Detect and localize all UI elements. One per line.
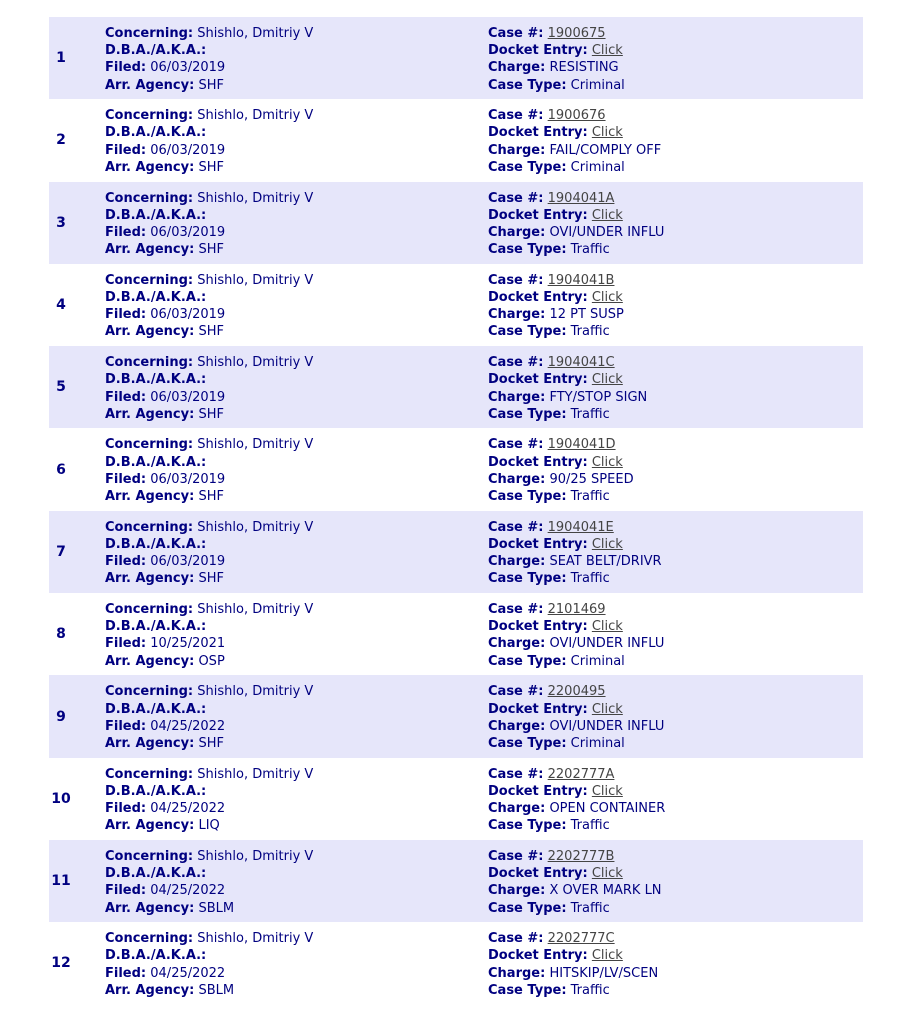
concerning-value: Shishlo, Dmitriy V [197, 602, 314, 618]
record-number: 9 [56, 708, 66, 725]
concerning-value: Shishlo, Dmitriy V [197, 190, 314, 206]
case-record-row [49, 17, 863, 99]
charge-value: RESISTING [549, 60, 619, 76]
concerning-value: Shishlo, Dmitriy V [197, 684, 314, 700]
case-number-label: Case #: [488, 108, 544, 124]
record-number: 4 [56, 297, 66, 314]
case-number-label: Case #: [488, 272, 544, 288]
charge-value: FAIL/COMPLY OFF [549, 142, 662, 158]
docket-entry-label: Docket Entry: [488, 207, 588, 223]
case-number-link[interactable]: 2200495 [547, 684, 606, 700]
case-number-label: Case #: [488, 602, 544, 618]
agency-label: Arr. Agency: [105, 489, 195, 505]
case-type-label: Case Type: [488, 324, 567, 340]
docket-entry-link[interactable]: Click [591, 290, 623, 306]
case-details [488, 683, 664, 752]
filed-date: 04/25/2022 [150, 883, 226, 899]
case-details [488, 848, 662, 917]
agency-label: Arr. Agency: [105, 242, 195, 258]
filed-label: Filed: [105, 60, 147, 76]
case-results-list [49, 17, 863, 1005]
filed-date: 06/03/2019 [150, 307, 226, 323]
case-type-value: Traffic [570, 900, 610, 916]
case-record-row [49, 428, 863, 510]
agency-label: Arr. Agency: [105, 159, 195, 175]
agency-label: Arr. Agency: [105, 818, 195, 834]
docket-entry-label: Docket Entry: [488, 125, 588, 141]
concerning-label: Concerning: [105, 602, 194, 618]
agency-value: SHF [198, 324, 224, 340]
case-type-value: Traffic [570, 242, 610, 258]
concerning-value: Shishlo, Dmitriy V [197, 108, 314, 124]
case-type-value: Criminal [570, 77, 625, 93]
charge-value: FTY/STOP SIGN [549, 389, 648, 405]
docket-entry-link[interactable]: Click [591, 454, 623, 470]
charge-value: OPEN CONTAINER [549, 801, 666, 817]
filed-date: 06/03/2019 [150, 60, 226, 76]
party-details [105, 25, 313, 94]
concerning-label: Concerning: [105, 272, 194, 288]
case-type-value: Criminal [570, 653, 625, 669]
case-record-row [49, 593, 863, 675]
concerning-value: Shishlo, Dmitriy V [197, 519, 314, 535]
case-number-label: Case #: [488, 190, 544, 206]
filed-label: Filed: [105, 636, 147, 652]
record-number: 3 [56, 214, 66, 231]
concerning-label: Concerning: [105, 766, 194, 782]
concerning-value: Shishlo, Dmitriy V [197, 272, 314, 288]
case-type-label: Case Type: [488, 77, 567, 93]
dba-label: D.B.A./A.K.A.: [105, 948, 207, 964]
case-number-label: Case #: [488, 437, 544, 453]
case-record-row [49, 264, 863, 346]
party-details [105, 272, 313, 341]
agency-label: Arr. Agency: [105, 735, 195, 751]
dba-label: D.B.A./A.K.A.: [105, 125, 207, 141]
concerning-value: Shishlo, Dmitriy V [197, 26, 314, 41]
docket-entry-label: Docket Entry: [488, 948, 588, 964]
charge-value: HITSKIP/LV/SCEN [549, 965, 659, 981]
concerning-value: Shishlo, Dmitriy V [197, 766, 314, 782]
record-number: 5 [56, 379, 66, 396]
docket-entry-label: Docket Entry: [488, 454, 588, 470]
dba-label: D.B.A./A.K.A.: [105, 619, 207, 635]
agency-label: Arr. Agency: [105, 982, 195, 998]
charge-label: Charge: [488, 307, 546, 323]
agency-value: SHF [198, 242, 224, 258]
case-type-value: Traffic [570, 489, 610, 505]
case-details [488, 766, 665, 835]
case-number-label: Case #: [488, 355, 544, 371]
case-number-link[interactable]: 2101469 [547, 602, 606, 618]
concerning-value: Shishlo, Dmitriy V [197, 437, 314, 453]
filed-label: Filed: [105, 224, 147, 240]
dba-label: D.B.A./A.K.A.: [105, 536, 207, 552]
concerning-value: Shishlo, Dmitriy V [197, 355, 314, 371]
record-number: 6 [56, 461, 66, 478]
case-type-value: Traffic [570, 324, 610, 340]
charge-label: Charge: [488, 142, 546, 158]
docket-entry-link[interactable]: Click [591, 619, 623, 635]
party-details [105, 107, 313, 176]
record-number: 7 [56, 543, 66, 560]
case-number-link[interactable]: 1904041A [547, 190, 615, 206]
case-type-label: Case Type: [488, 818, 567, 834]
agency-value: SHF [198, 571, 224, 587]
charge-label: Charge: [488, 60, 546, 76]
dba-label: D.B.A./A.K.A.: [105, 207, 207, 223]
case-number-link[interactable]: 1904041C [547, 355, 615, 371]
agency-value: LIQ [198, 818, 220, 834]
case-details [488, 354, 647, 423]
agency-label: Arr. Agency: [105, 900, 195, 916]
filed-label: Filed: [105, 554, 147, 570]
docket-entry-label: Docket Entry: [488, 866, 588, 882]
charge-label: Charge: [488, 636, 546, 652]
case-number-link[interactable]: 1900675 [547, 26, 606, 41]
case-details [488, 190, 664, 259]
docket-entry-label: Docket Entry: [488, 290, 588, 306]
docket-entry-label: Docket Entry: [488, 536, 588, 552]
charge-value: X OVER MARK LN [549, 883, 662, 899]
charge-value: OVI/UNDER INFLU [549, 636, 665, 652]
charge-value: SEAT BELT/DRIVR [549, 554, 662, 570]
case-details [488, 25, 625, 94]
filed-label: Filed: [105, 718, 147, 734]
agency-value: SBLM [198, 900, 235, 916]
filed-date: 04/25/2022 [150, 965, 226, 981]
case-record-row [49, 840, 863, 922]
case-type-value: Traffic [570, 982, 610, 998]
docket-entry-link[interactable]: Click [591, 866, 623, 882]
docket-entry-link[interactable]: Click [591, 43, 623, 59]
charge-label: Charge: [488, 471, 546, 487]
case-number-label: Case #: [488, 684, 544, 700]
case-type-label: Case Type: [488, 900, 567, 916]
case-number-link[interactable]: 1904041D [547, 437, 616, 453]
party-details [105, 519, 313, 588]
charge-value: OVI/UNDER INFLU [549, 224, 665, 240]
filed-date: 10/25/2021 [150, 636, 226, 652]
filed-date: 06/03/2019 [150, 389, 226, 405]
record-number: 11 [51, 873, 71, 890]
agency-label: Arr. Agency: [105, 77, 195, 93]
case-type-label: Case Type: [488, 159, 567, 175]
docket-entry-label: Docket Entry: [488, 43, 588, 59]
concerning-label: Concerning: [105, 931, 194, 947]
case-record-row [49, 99, 863, 181]
dba-label: D.B.A./A.K.A.: [105, 372, 207, 388]
case-details [488, 601, 664, 670]
agency-value: SHF [198, 406, 224, 422]
charge-label: Charge: [488, 965, 546, 981]
filed-label: Filed: [105, 307, 147, 323]
agency-value: SHF [198, 77, 224, 93]
party-details [105, 848, 313, 917]
filed-date: 06/03/2019 [150, 142, 226, 158]
concerning-label: Concerning: [105, 437, 194, 453]
agency-label: Arr. Agency: [105, 653, 195, 669]
case-record-row [49, 675, 863, 757]
case-type-label: Case Type: [488, 571, 567, 587]
filed-label: Filed: [105, 883, 147, 899]
agency-label: Arr. Agency: [105, 571, 195, 587]
record-number: 2 [56, 132, 66, 149]
party-details [105, 190, 313, 259]
docket-entry-link[interactable]: Click [591, 948, 623, 964]
case-record-row [49, 346, 863, 428]
case-type-label: Case Type: [488, 735, 567, 751]
case-type-value: Traffic [570, 571, 610, 587]
concerning-label: Concerning: [105, 848, 194, 864]
filed-date: 06/03/2019 [150, 471, 226, 487]
case-type-value: Traffic [570, 818, 610, 834]
case-number-link[interactable]: 2202777A [547, 766, 615, 782]
party-details [105, 930, 313, 999]
filed-label: Filed: [105, 965, 147, 981]
charge-value: OVI/UNDER INFLU [549, 718, 665, 734]
dba-label: D.B.A./A.K.A.: [105, 43, 207, 59]
record-number: 1 [56, 50, 66, 67]
filed-date: 04/25/2022 [150, 801, 226, 817]
dba-label: D.B.A./A.K.A.: [105, 783, 207, 799]
case-number-link[interactable]: 1900676 [547, 108, 606, 124]
case-details [488, 272, 624, 341]
charge-value: 12 PT SUSP [549, 307, 624, 323]
case-type-value: Criminal [570, 735, 625, 751]
party-details [105, 601, 313, 670]
record-number: 8 [56, 626, 66, 643]
case-details [488, 519, 662, 588]
record-number: 12 [51, 955, 71, 972]
docket-entry-link[interactable]: Click [591, 207, 623, 223]
case-details [488, 930, 658, 999]
charge-label: Charge: [488, 801, 546, 817]
concerning-value: Shishlo, Dmitriy V [197, 931, 314, 947]
docket-entry-link[interactable]: Click [591, 783, 623, 799]
case-type-label: Case Type: [488, 242, 567, 258]
agency-value: SHF [198, 735, 224, 751]
filed-label: Filed: [105, 471, 147, 487]
case-number-label: Case #: [488, 26, 544, 41]
concerning-label: Concerning: [105, 519, 194, 535]
case-number-label: Case #: [488, 931, 544, 947]
docket-entry-link[interactable]: Click [591, 701, 623, 717]
concerning-label: Concerning: [105, 355, 194, 371]
docket-entry-link[interactable]: Click [591, 536, 623, 552]
agency-value: SHF [198, 159, 224, 175]
case-details [488, 436, 634, 505]
case-type-label: Case Type: [488, 489, 567, 505]
dba-label: D.B.A./A.K.A.: [105, 454, 207, 470]
case-number-link[interactable]: 1904041E [547, 519, 614, 535]
party-details [105, 354, 313, 423]
docket-entry-link[interactable]: Click [591, 125, 623, 141]
charge-value: 90/25 SPEED [549, 471, 634, 487]
case-details [488, 107, 661, 176]
charge-label: Charge: [488, 718, 546, 734]
party-details [105, 436, 313, 505]
dba-label: D.B.A./A.K.A.: [105, 701, 207, 717]
case-record-row [49, 182, 863, 264]
case-record-row [49, 758, 863, 840]
case-type-value: Criminal [570, 159, 625, 175]
party-details [105, 766, 313, 835]
record-number: 10 [51, 790, 71, 807]
case-number-label: Case #: [488, 766, 544, 782]
case-type-value: Traffic [570, 406, 610, 422]
filed-label: Filed: [105, 389, 147, 405]
charge-label: Charge: [488, 224, 546, 240]
case-number-label: Case #: [488, 519, 544, 535]
charge-label: Charge: [488, 883, 546, 899]
concerning-value: Shishlo, Dmitriy V [197, 848, 314, 864]
agency-label: Arr. Agency: [105, 324, 195, 340]
filed-date: 06/03/2019 [150, 224, 226, 240]
docket-entry-label: Docket Entry: [488, 783, 588, 799]
docket-entry-label: Docket Entry: [488, 372, 588, 388]
case-number-link[interactable]: 2202777B [547, 848, 615, 864]
charge-label: Charge: [488, 389, 546, 405]
dba-label: D.B.A./A.K.A.: [105, 866, 207, 882]
case-record-row [49, 922, 863, 1004]
docket-entry-label: Docket Entry: [488, 619, 588, 635]
agency-label: Arr. Agency: [105, 406, 195, 422]
filed-label: Filed: [105, 142, 147, 158]
case-number-label: Case #: [488, 848, 544, 864]
filed-label: Filed: [105, 801, 147, 817]
docket-entry-link[interactable]: Click [591, 372, 623, 388]
filed-date: 04/25/2022 [150, 718, 226, 734]
case-type-label: Case Type: [488, 406, 567, 422]
concerning-label: Concerning: [105, 684, 194, 700]
filed-date: 06/03/2019 [150, 554, 226, 570]
agency-value: SBLM [198, 982, 235, 998]
case-number-link[interactable]: 2202777C [547, 931, 615, 947]
agency-value: OSP [198, 653, 225, 669]
dba-label: D.B.A./A.K.A.: [105, 290, 207, 306]
docket-entry-label: Docket Entry: [488, 701, 588, 717]
party-details [105, 683, 313, 752]
concerning-label: Concerning: [105, 108, 194, 124]
case-type-label: Case Type: [488, 653, 567, 669]
concerning-label: Concerning: [105, 190, 194, 206]
case-record-row [49, 511, 863, 593]
case-type-label: Case Type: [488, 982, 567, 998]
concerning-label: Concerning: [105, 26, 194, 41]
case-number-link[interactable]: 1904041B [547, 272, 615, 288]
agency-value: SHF [198, 489, 224, 505]
charge-label: Charge: [488, 554, 546, 570]
